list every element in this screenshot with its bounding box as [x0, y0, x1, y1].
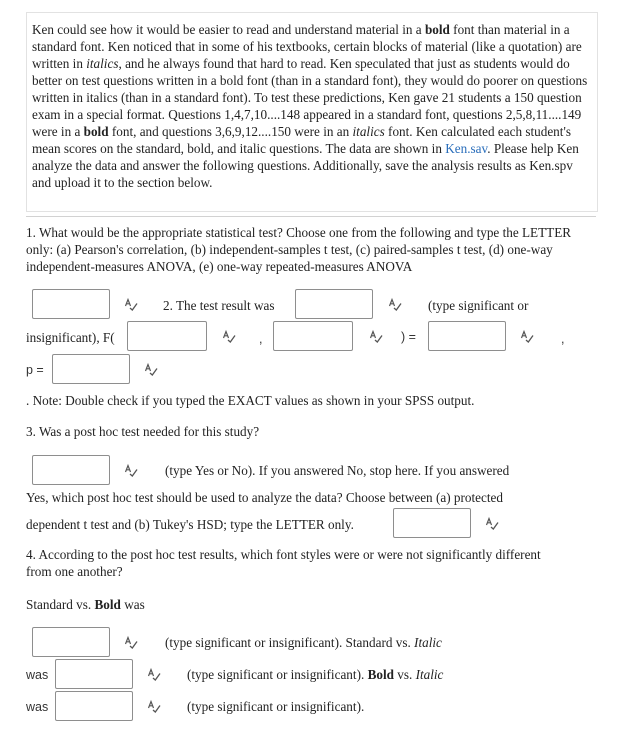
q2-note: . Note: Double check if you typed the EXACT values as shown in your SPSS output. [26, 393, 475, 408]
q2-df1-input[interactable] [127, 321, 207, 351]
spellcheck-icon[interactable] [388, 297, 402, 311]
q4-standard-bold-label: Standard vs. Bold was [26, 597, 145, 612]
spellcheck-icon[interactable] [124, 463, 138, 477]
q2-prefix: 2. The test result was [163, 298, 275, 313]
q2-close-eq: ) = [401, 330, 416, 344]
ken-sav-link[interactable]: Ken.sav [445, 141, 488, 156]
spellcheck-icon[interactable] [124, 635, 138, 649]
question-3: 3. Was a post hoc test needed for this study? [26, 424, 260, 439]
spellcheck-icon[interactable] [124, 297, 138, 311]
divider [26, 216, 596, 217]
q3-posthoc-input[interactable] [393, 508, 471, 538]
q2-p-label: p = [26, 363, 44, 377]
spellcheck-icon[interactable] [222, 329, 236, 343]
question-1: 1. What would be the appropriate statistical test? Choose one from the following and type the LETTER only: (a) Pearson's correlation, (b) independent-samples t test, (c) paired-samples t test, (d) one-way independent-measures ANOVA, (e) one-way repeated-measures ANOVA [26, 225, 572, 274]
q3-hint-line2: Yes, which post hoc test should be used to analyze the data? Choose between (a) protected [26, 490, 503, 505]
q4-was-label-2: was [26, 700, 49, 714]
spellcheck-icon[interactable] [485, 516, 499, 530]
q4-bold-italic-input[interactable] [55, 691, 133, 721]
spellcheck-icon[interactable] [520, 329, 534, 343]
q3-yes-no-input[interactable] [32, 455, 110, 485]
spellcheck-icon[interactable] [147, 699, 161, 713]
q3-hint-line1: (type Yes or No). If you answered No, stop here. If you answered [165, 463, 510, 478]
spellcheck-icon[interactable] [147, 667, 161, 681]
spellcheck-icon[interactable] [144, 362, 158, 376]
q4-hint-c: (type significant or insignificant). [187, 699, 365, 714]
q2-f-value-input[interactable] [428, 321, 506, 351]
q2-trailing-comma: , [561, 332, 565, 346]
q2-result-input[interactable] [295, 289, 373, 319]
q2-significance-input[interactable] [32, 289, 110, 319]
q4-hint-a: (type significant or insignificant). Standard vs. Italic [165, 635, 442, 650]
q3-hint-line3: dependent t test and (b) Tukey's HSD; type the LETTER only. [26, 517, 354, 532]
intro-text: Ken could see how it would be easier to read and understand material in a bold font than material in a standard font. Ken noticed that in some of his textbooks, certain blocks of material (like a quotation) are written in italics, and he always found that hard to read. Ken speculated that just as students would do better on test questions written in a bold font (than in a standard font), they would do poorer on questions written in italics (than in a standard font). To test these predictions, Ken gave 21 students a 150 question exam in a special format. Questions 1,4,7,10....148 appeared in a standard font, questions 2,5,8,11....149 were in a bold font, and questions 3,6,9,12....150 were in an italics font. Ken calculated each student's mean scores on the standard, bold, and italic questions. The data are shown in Ken.sav. Please help Ken analyze the data and answer the following questions. Additionally, save the analysis results as Ken.spv and upload it to the section below. [32, 22, 588, 190]
q2-type-hint: (type significant or [428, 298, 529, 313]
spellcheck-icon[interactable] [369, 329, 383, 343]
q4-standard-bold-input[interactable] [32, 627, 110, 657]
q2-p-value-input[interactable] [52, 354, 130, 384]
question-4: 4. According to the post hoc test results, which font styles were or were not significantly different from one another? [26, 547, 541, 579]
q2-df2-input[interactable] [273, 321, 353, 351]
q4-hint-b: (type significant or insignificant). Bold vs. Italic [187, 667, 444, 682]
q2-f-label: insignificant), F( [26, 330, 115, 345]
q4-standard-italic-input[interactable] [55, 659, 133, 689]
q4-was-label-1: was [26, 668, 49, 682]
q2-comma: , [259, 332, 263, 346]
